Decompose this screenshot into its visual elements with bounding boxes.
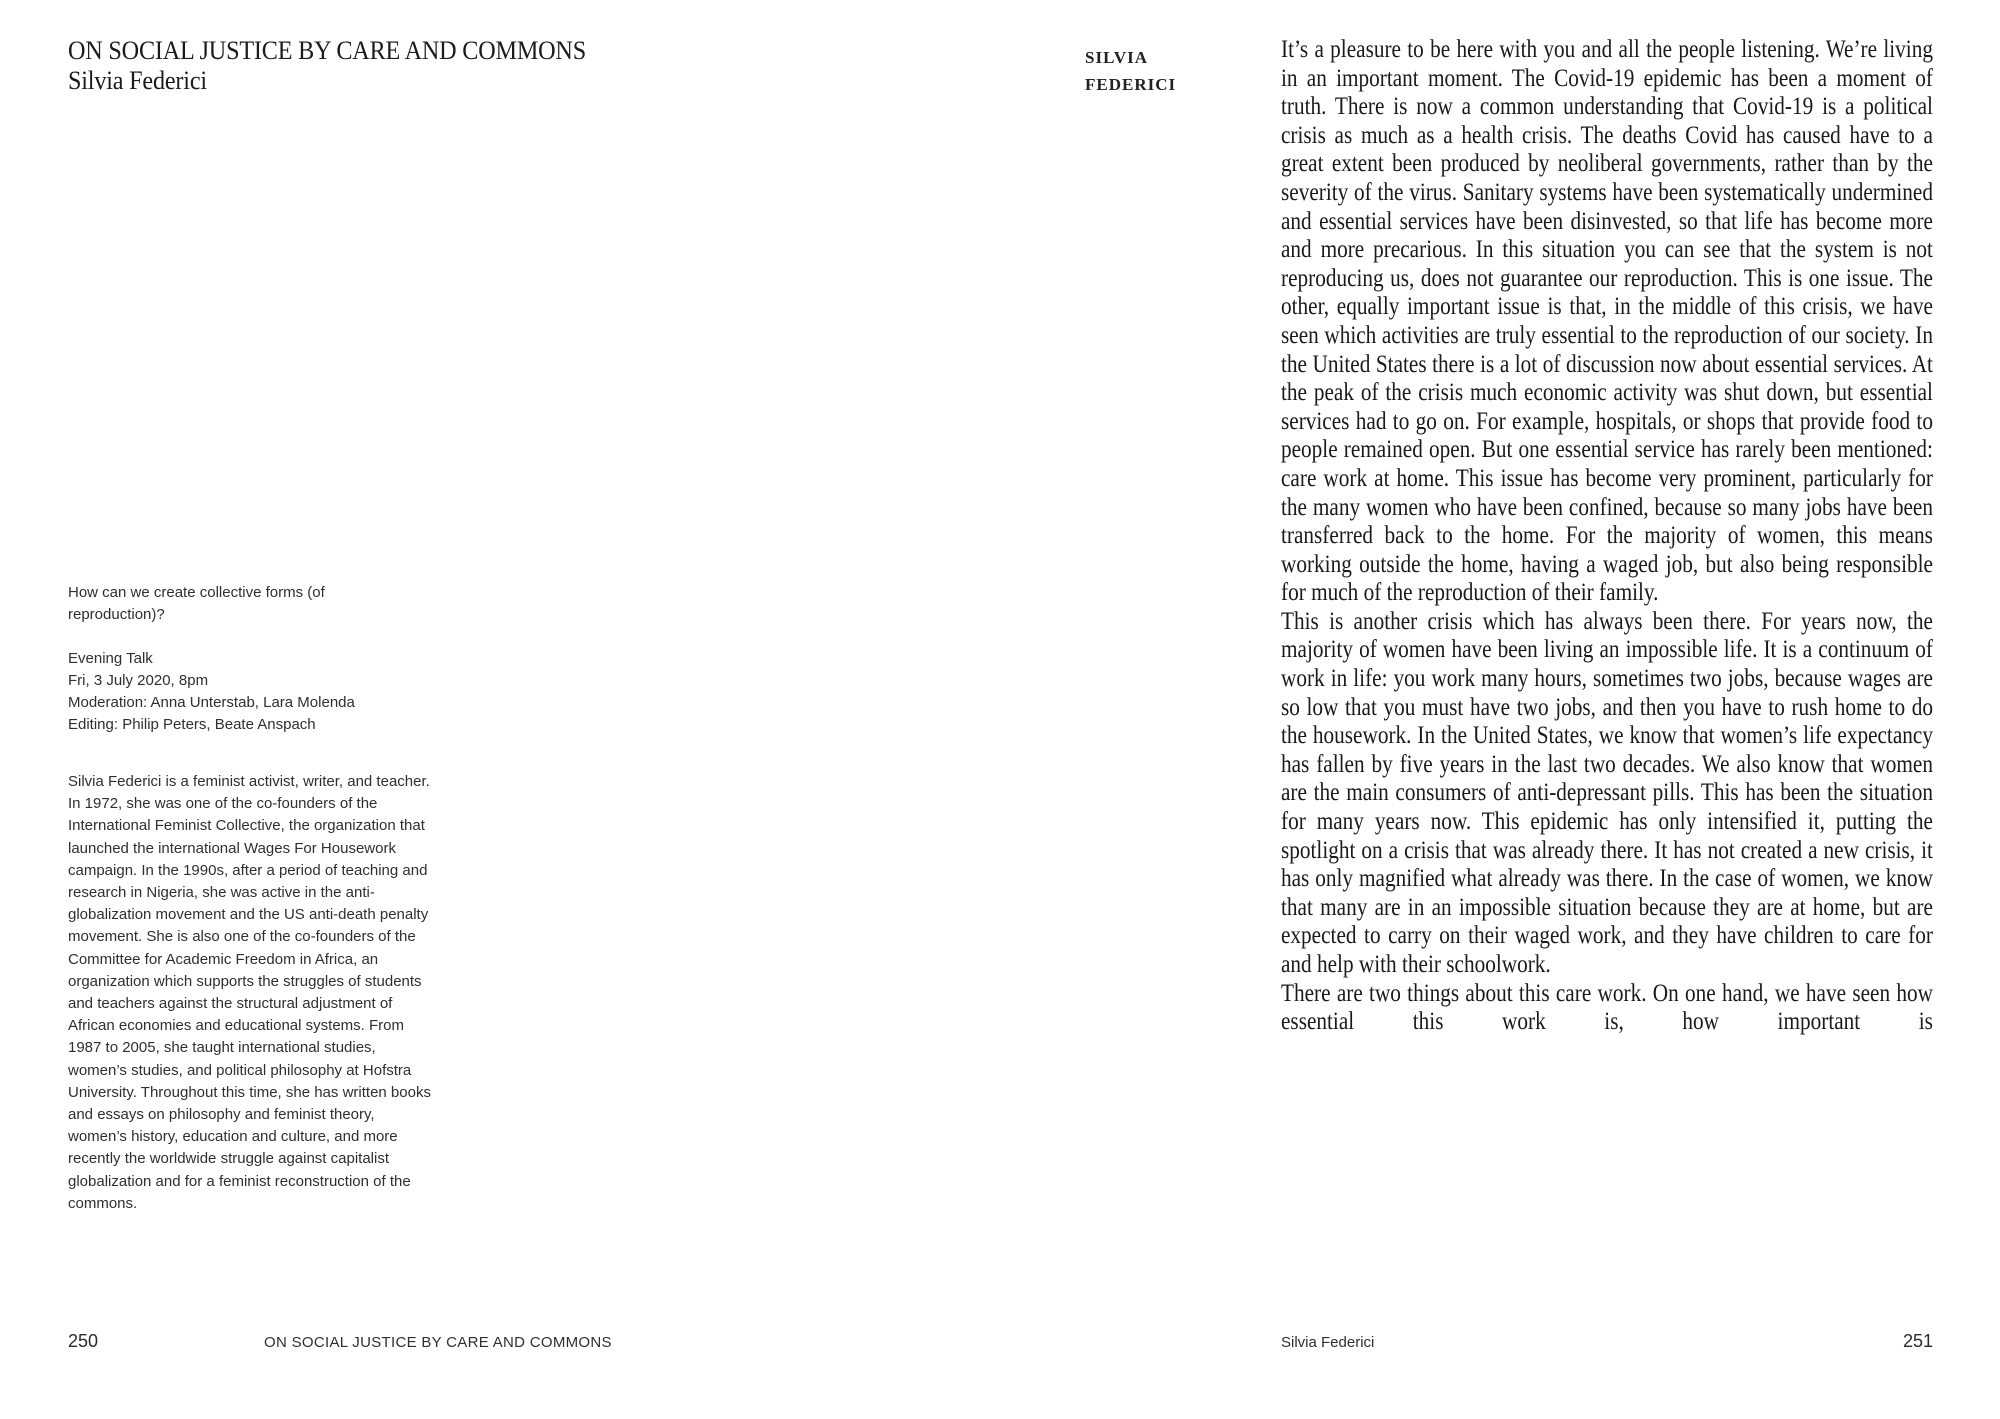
page-number-right: 251	[1902, 1331, 1933, 1351]
body-paragraph: It’s a pleasure to be here with you and all the people listening. We’re living in an important moment. The Covid-19 epidemic has been a moment of truth. There is now a common understanding that Covid-19 is a political crisis as much as a health crisis. The deaths Covid has caused have to a great extent been produced by neoliberal governments, rather than by the severity of the virus. Sanitary systems have been systematically undermined and essential services have been disinvested, so that life has become more and more precarious. In this situation you can see that the system is not reproducing us, does not guarantee our reproduction. This is one issue. The other, equally important issue is that, in the middle of this crisis, we have seen which activities are truly essential to the reproduction of our society. In the United States there is a lot of discussion now about essential services. At the peak of the crisis much economic activity was shut down, but essential services had to go on. For example, hospitals, or shops that provide food to people remained open. But one essential service has rarely been mentioned: care work at home. This issue has become very prominent, particularly for the many women who have been confined, because so many jobs have been transferred back to the home. For the majority of women, this means working outside the home, having a waged job, but also being responsible for much of the reproduction of their family.	[1281, 36, 1933, 607]
page-title: ON SOCIAL JUSTICE BY CARE AND COMMONS	[68, 36, 586, 65]
speaker-margin-label	[1085, 44, 1176, 98]
running-head: ON SOCIAL JUSTICE BY CARE AND COMMONS	[264, 1334, 612, 1351]
body-text-column	[1281, 36, 1933, 1037]
event-editing: Editing: Philip Peters, Beate Anspach	[68, 716, 316, 733]
body-paragraph: This is another crisis which has always been there. For years now, the majority of women have been living an impossible life. It is a continuum of work in life: you work many hours, sometimes two jobs, because wages are so low that you must have two jobs, and then you have to rush home to do the housework. In the United States, we know that women’s life expectancy has fallen by five years in the last two decades. We also know that women are the main consumers of anti-depressant pills. This has been the situation for many years now. This epidemic has only intensified it, putting the spotlight on a crisis that was already there. It has not created a new crisis, it has only magnified what already was there. In the case of women, we know that many are in an impossible situation because they are at home, but are expected to carry on their waged work, and they have children to care for and help with their schoolwork.	[1281, 607, 1933, 978]
speaker-label-line: SILVIA	[1085, 48, 1149, 67]
event-type: Evening Talk	[68, 650, 153, 667]
intro-question: How can we create collective forms (of reproduction)?	[68, 584, 325, 623]
page-number-left: 250	[68, 1331, 99, 1351]
page-author: Silvia Federici	[68, 66, 207, 95]
footer-author: Silvia Federici	[1281, 1334, 1375, 1351]
speaker-bio: Silvia Federici is a feminist activist, writer, and teacher. In 1972, she was one of the co-founders of the International Feminist Collective, the organization that launched the international Wages For Housework campaign. In the 1990s, after a period of teaching and research in Nigeria, she was active in the anti-globalization movement and the US anti-death penalty movement. She is also one of the co-founders of the Committee for Academic Freedom in Africa, an organization which supports the struggles of students and teachers against the structural adjustment of African economies and educational systems. From 1987 to 2005, she taught international studies, women’s studies, and political philosophy at Hofstra University. Throughout this time, she has written books and essays on philosophy and feminist theory, women’s history, education and culture, and more recently the worldwide struggle against capitalist globalization and for a feminist reconstruction of the commons.	[68, 773, 431, 1212]
event-details	[68, 648, 448, 736]
event-moderation: Moderation: Anna Unterstab, Lara Molenda	[68, 694, 355, 711]
chapter-heading	[68, 36, 586, 96]
event-datetime: Fri, 3 July 2020, 8pm	[68, 672, 209, 689]
body-paragraph: There are two things about this care work. On one hand, we have seen how essential this work is, how important is	[1281, 979, 1933, 1036]
speaker-label-line: FEDERICI	[1085, 75, 1177, 94]
